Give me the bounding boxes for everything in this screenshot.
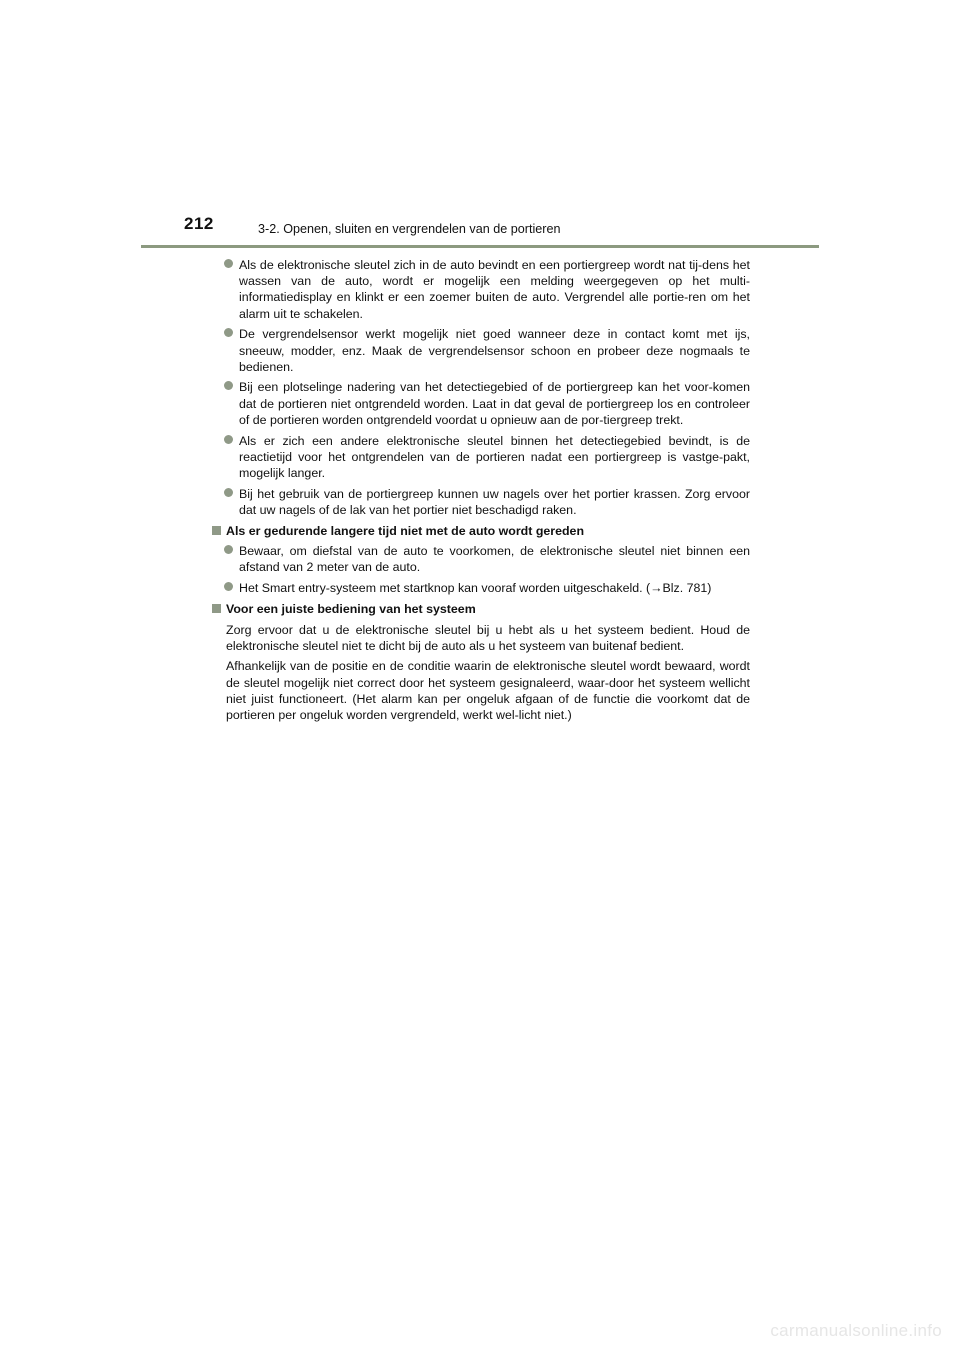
list-item (210, 379, 750, 428)
list-item (210, 543, 750, 575)
square-marker-icon (212, 526, 221, 535)
section-heading (210, 601, 750, 617)
list-item (210, 257, 750, 322)
circle-bullet-icon (224, 435, 233, 444)
list-item-text: Het Smart entry-systeem met startknop kan vooraf worden uitgeschakeld. (→Blz. 781) (239, 581, 712, 596)
square-marker-icon (212, 604, 221, 613)
list-item-text: Bij het gebruik van de portiergreep kunnen uw nagels over het portier krassen. Zorg ervoor dat uw nagels of de lak van het portier niet beschadigd raken. (239, 486, 750, 517)
circle-bullet-icon (224, 381, 233, 390)
page-header (141, 214, 819, 248)
list-item-text: Bewaar, om diefstal van de auto te voorkomen, de elektronische sleutel niet binnen een afstand van 2 meter van de auto. (239, 544, 750, 575)
site-watermark: carmanualsonline.info (770, 1321, 942, 1340)
list-item-text: Als er zich een andere elektronische sleutel binnen het detectiegebied bevindt, is de reactietijd voor het ontgrendelen van de portieren nadat een portiergreep is vastge-pakt, mogelijk langer. (239, 433, 750, 480)
list-item-text: De vergrendelsensor werkt mogelijk niet goed wanneer deze in contact komt met ijs, sneeuw, modder, enz. Maak de vergrendelsensor schoon en probeer deze nogmaals te bedienen. (239, 327, 750, 374)
page-number: 212 (184, 214, 214, 233)
list-item-text: Als de elektronische sleutel zich in de auto bevindt en een portiergreep wordt nat tij-dens het wassen van de auto, wordt er mogelijk een melding weergegeven op het multi-informatiedisplay en klinkt er een zoemer buiten de auto. Vergrendel alle portie-ren om het alarm uit te schakelen. (239, 258, 750, 321)
list-item (210, 486, 750, 518)
list-item (210, 326, 750, 375)
section-heading (210, 523, 750, 539)
manual-content (210, 257, 750, 728)
circle-bullet-icon (224, 545, 233, 554)
section-heading-text: Als er gedurende langere tijd niet met de auto wordt gereden (226, 523, 585, 538)
list-item-text: Bij een plotselinge nadering van het detectiegebied of de portiergreep kan het voor-komen dat de portieren niet ontgrendeld worden. Laat in dat geval de portiergreep los en controleer of de portieren worden ontgrendeld voordat u opnieuw aan de por-tiergreep trekt. (239, 380, 750, 427)
list-item (210, 580, 750, 596)
section-heading-text: Voor een juiste bediening van het systeem (226, 601, 476, 616)
circle-bullet-icon (224, 582, 233, 591)
circle-bullet-icon (224, 328, 233, 337)
section-title: 3-2. Openen, sluiten en vergrendelen van de portieren (258, 222, 561, 236)
paragraph: Afhankelijk van de positie en de conditie waarin de elektronische sleutel wordt bewaard, wordt de sleutel mogelijk niet correct door het systeem gesignaleerd, waar-door het systeem wellicht niet juist functioneert. (Het alarm kan per ongeluk afgaan of de functie die voorkomt dat de portieren per ongeluk worden vergrendeld, werkt wel-licht niet.) (226, 659, 750, 723)
paragraph: Zorg ervoor dat u de elektronische sleutel bij u hebt als u het systeem bedient. Houd de elektronische sleutel niet te dicht bij de auto als u het systeem van buitenaf bedient. (226, 622, 750, 653)
circle-bullet-icon (224, 488, 233, 497)
list-item (210, 433, 750, 482)
circle-bullet-icon (224, 259, 233, 268)
header-rule (141, 245, 819, 248)
